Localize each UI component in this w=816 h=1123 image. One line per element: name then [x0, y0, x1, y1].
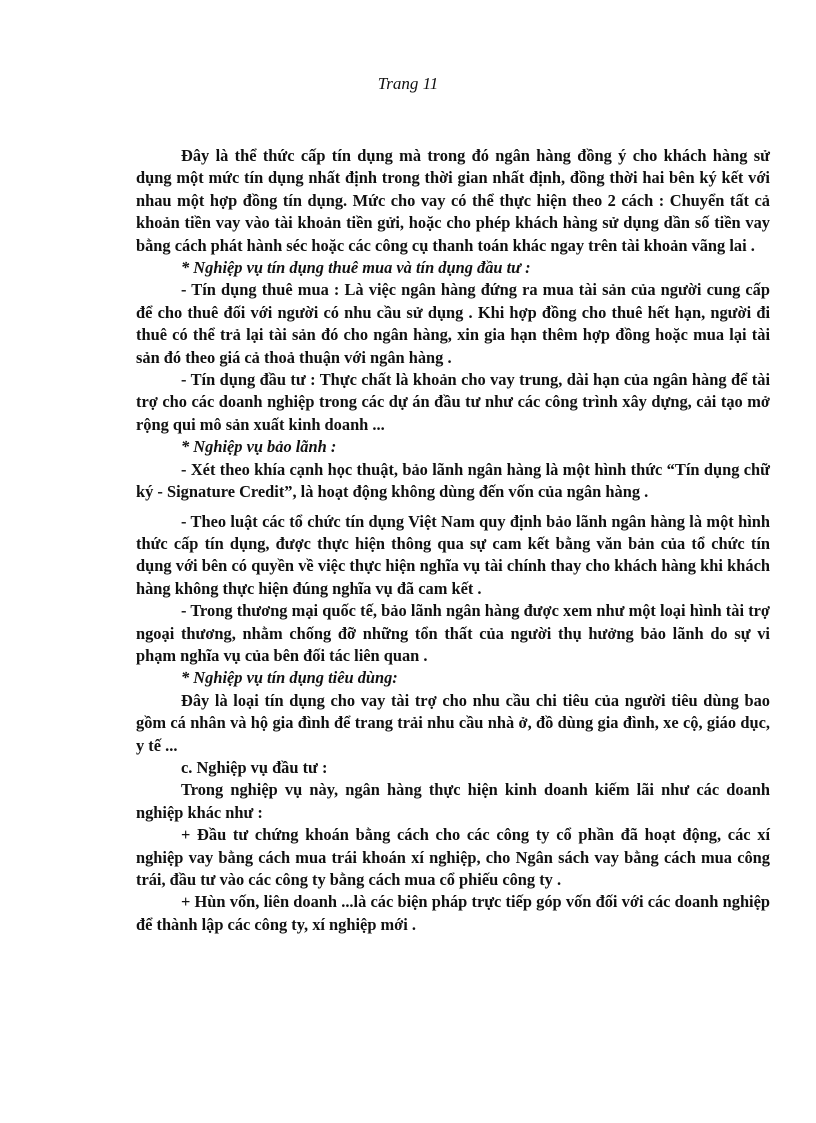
heading-consumer-credit: * Nghiệp vụ tín dụng tiêu dùng:: [181, 668, 398, 688]
heading-guarantee: * Nghiệp vụ bảo lãnh :: [181, 437, 337, 457]
document-body: [136, 145, 770, 936]
heading-investment-operations: c. Nghiệp vụ đầu tư :: [181, 757, 328, 777]
paragraph-lease-credit: - Tín dụng thuê mua : Là việc ngân hàng đứng ra mua tài sản của người cung cấp để cho thuê đối với người có nhu cầu sử dụng . Khi hợp đồng cho thuê hết hạn, người đi thuê có thể trả lại tài sản đó cho ngân hàng, xin gia hạn thêm hợp đồng hoặc mua lại tài sản đó theo giá cả thoả thuận với ngân hàng .: [136, 280, 770, 367]
paragraph-investment-intro: Trong nghiệp vụ này, ngân hàng thực hiện kinh doanh kiếm lãi như các doanh nghiệp khác như :: [136, 780, 770, 822]
paragraph-guarantee-law: - Theo luật các tổ chức tín dụng Việt Nam quy định bảo lãnh ngân hàng là một hình thức cấp tín dụng, được thực hiện thông qua sự cam kết bằng văn bản của tổ chức tín dụng với bên có quyền về việc thực hiện nghĩa vụ tài chính thay cho khách hàng khi khách hàng không thực hiện đúng nghĩa vụ đã cam kết .: [136, 511, 770, 598]
paragraph-joint-venture: + Hùn vốn, liên doanh ...là các biện pháp trực tiếp góp vốn đối với các doanh nghiệp để thành lập các công ty, xí nghiệp mới .: [136, 892, 770, 934]
paragraph-guarantee-academic: - Xét theo khía cạnh học thuật, bảo lãnh ngân hàng là một hình thức “Tín dụng chữ ký - Signature Credit”, là hoạt động không dùng đến vốn của ngân hàng .: [136, 459, 770, 502]
heading-lease-and-investment-credit: * Nghiệp vụ tín dụng thuê mua và tín dụng đầu tư :: [181, 258, 531, 278]
page-header: Trang 11: [377, 74, 439, 93]
paragraph-investment-credit: - Tín dụng đầu tư : Thực chất là khoản cho vay trung, dài hạn của ngân hàng để tài trợ cho các doanh nghiệp trong các dự án đầu tư như các công trình xây dựng, cải tạo mở rộng qui mô sản xuất kinh doanh ...: [136, 370, 770, 434]
paragraph-securities-investment: + Đầu tư chứng khoán bằng cách cho các công ty cổ phần đã hoạt động, các xí nghiệp vay bằng cách mua trái khoán xí nghiệp, cho Ngân sách vay bằng cách mua công trái, đầu tư vào các công ty bằng cách mua cổ phiếu công ty .: [136, 825, 770, 889]
paragraph-consumer-credit: Đây là loại tín dụng cho vay tài trợ cho nhu cầu chi tiêu của người tiêu dùng bao gồm cá nhân và hộ gia đình để trang trải nhu cầu nhà ở, đồ dùng gia đình, xe cộ, giáo dục, y tế ...: [136, 690, 770, 755]
paragraph-guarantee-international: - Trong thương mại quốc tế, bảo lãnh ngân hàng được xem như một loại hình tài trợ ngoại thương, nhằm chống đỡ những tổn thất của người thụ hưởng bảo lãnh do sự vi phạm nghĩa vụ của bên đối tác liên quan .: [136, 601, 770, 665]
paragraph-credit-line: Đây là thể thức cấp tín dụng mà trong đó ngân hàng đồng ý cho khách hàng sử dụng một mức tín dụng nhất định trong thời gian nhất định, đồng thời hai bên ký kết với nhau một hợp đồng tín dụng. Mức cho vay có thể thực hiện theo 2 cách : Chuyển tất cả khoản tiền vay vào tài khoản tiền gửi, hoặc cho phép khách hàng sử dụng dần số tiền vay bằng cách phát hành séc hoặc các công cụ thanh toán khác ngay trên tài khoản vãng lai .: [136, 146, 770, 255]
